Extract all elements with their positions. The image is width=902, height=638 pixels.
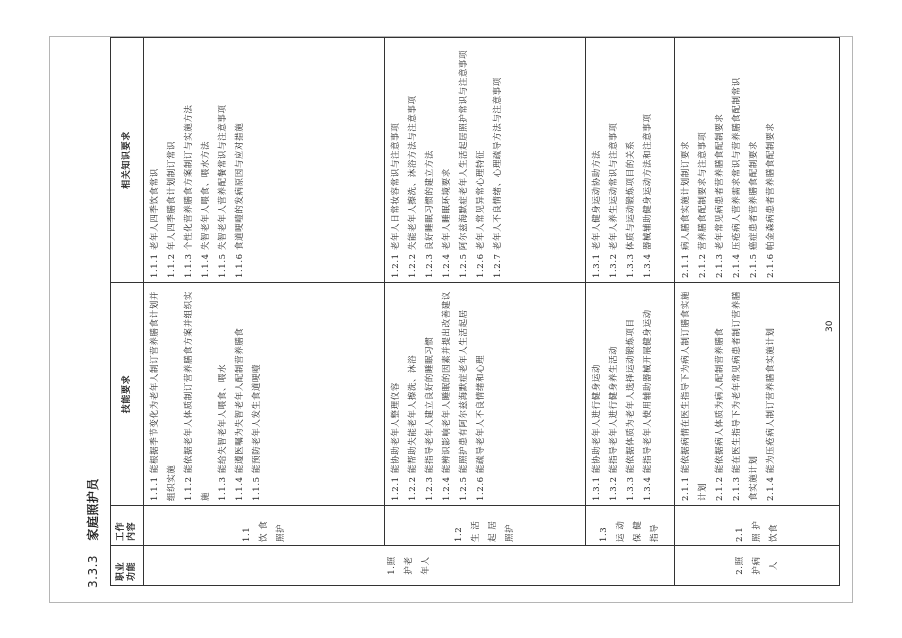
- rotated-page: [50, 37, 852, 602]
- table-row: [675, 38, 840, 586]
- skills-table: [110, 37, 840, 586]
- skill-item: 1.1.5 能预防老年人发生食道哽噎: [252, 363, 262, 501]
- skill-item: 1.2.2 能帮助失能老年人擦洗、沐浴: [408, 354, 418, 501]
- table-row: [385, 38, 586, 586]
- section-heading: [84, 478, 101, 588]
- knowledge-item: 1.1.2 年人四季膳食计划制订常识: [167, 140, 177, 278]
- skills-cell: [385, 283, 586, 506]
- function-cell: 1.照 护老 年人: [144, 546, 675, 586]
- knowledge-item: 1.1.1 老年人四季饮食常识: [150, 168, 160, 278]
- skill-item: 1.2.5 能照护患有阿尔兹海默症老年人生活起居: [459, 309, 469, 501]
- skill-item: 1.3.1 能协助老年人进行健身运动: [592, 363, 602, 501]
- skills-cell: [144, 283, 385, 506]
- knowledge-cell: [144, 38, 385, 283]
- knowledge-item: 1.2.2 失能老年人擦洗、沐浴方法与注意事项: [408, 95, 418, 278]
- knowledge-item: 1.1.3 个性化营养膳食方案制订与实施方法: [184, 104, 194, 278]
- skill-item: 2.1.3 能在医生指导下为老年常见病患者制订营养膳食实施计划: [732, 291, 759, 501]
- header-function: 职业 功能: [111, 546, 144, 586]
- header-knowledge: 相关知识要求: [111, 38, 144, 283]
- knowledge-item: 1.1.6 食道哽噎的发病原因与应对措施: [235, 122, 245, 278]
- knowledge-item: 1.3.2 老年人养生运动常识与注意事项: [609, 122, 619, 278]
- knowledge-item: 1.3.1 老年人健身运动协助方法: [592, 149, 602, 278]
- knowledge-item: 2.1.6 帕金森病患者营养膳食配制要求: [766, 122, 776, 278]
- knowledge-cell: [675, 38, 840, 283]
- skill-item: 2.1.4 能为压疮病人制订营养膳食实施计划: [766, 327, 776, 501]
- page-frame: [49, 36, 853, 603]
- knowledge-item: 2.1.2 营养膳食配制要求与注意事项: [698, 131, 708, 278]
- knowledge-cell: [586, 38, 675, 283]
- content-cell: 2.1 照 护 饮食: [675, 506, 840, 546]
- skill-item: 1.1.1 能根据季节变化为老年人制订营养膳食计划并组织实施: [150, 291, 177, 501]
- skill-item: 2.1.2 能依据病人体质为病人配制营养膳食: [715, 327, 725, 501]
- skill-item: 1.1.3 能给失智老年人喂食、喂水: [218, 363, 228, 501]
- skill-item: 1.2.4 能辨识影响老年人睡眠的因素并提出改善建议: [442, 291, 452, 501]
- table-header-row: [111, 38, 144, 586]
- skill-item: 1.1.2 能依据老年人体质制订营养膳食方案并组织实施: [184, 291, 211, 501]
- knowledge-item: 1.3.4 器械辅助健身运动方法和注意事项: [643, 113, 653, 278]
- section-number: 3.3.3: [86, 554, 100, 588]
- skill-item: 1.3.2 能指导老年人进行健身养生活动: [609, 345, 619, 501]
- skill-item: 2.1.1 能依据病情在医生指导下为病人制订膳食实施计划: [681, 291, 708, 501]
- header-skills: 技能要求: [111, 283, 144, 506]
- skill-item: 1.3.4 能指导老年人使用辅助器械开展健身运动: [643, 309, 653, 501]
- skill-item: 1.1.4 能遵医嘱为失智老年人配制营养膳食: [235, 327, 245, 501]
- knowledge-item: 1.2.1 老年人日常妆容常识与注意事项: [391, 122, 401, 278]
- content-cell: 1.2 生 活 起 居 照护: [385, 506, 586, 546]
- table-row: [144, 38, 385, 586]
- knowledge-item: 1.1.4 失智老年人喂食、喂水方法: [201, 140, 211, 278]
- skill-item: 1.3.3 能依据体质为老年人选择运动锻炼项目: [626, 318, 636, 501]
- skill-item: 1.2.3 能指导老年人建立良好的睡眠习惯: [425, 336, 435, 501]
- content-cell: 1.1 饮 食 照护: [144, 506, 385, 546]
- function-cell: 2.照 护病 人: [675, 546, 840, 586]
- content-cell: 1.3 运 动 保 健 指导: [586, 506, 675, 546]
- header-content: 工作 内容: [111, 506, 144, 546]
- skills-cell: [586, 283, 675, 506]
- knowledge-item: 2.1.4 压疮病人营养需求常识与营养膳食配制常识: [732, 77, 742, 278]
- knowledge-item: 2.1.5 癌症患者营养膳食配制要求: [749, 140, 759, 278]
- knowledge-item: 1.2.4 老年人睡眠环境要求: [442, 168, 452, 278]
- knowledge-item: 1.2.3 良好睡眠习惯的建立方法: [425, 149, 435, 278]
- knowledge-item: 2.1.3 老年常见病患者营养膳食配制要求: [715, 113, 725, 278]
- skill-item: 1.2.6 能疏导老年人不良情绪和心理: [476, 354, 486, 501]
- knowledge-item: 1.1.5 失智老年人营养配餐常识与注意事项: [218, 104, 228, 278]
- table-row: [586, 38, 675, 586]
- skill-item: 1.2.1 能协助老年人整理仪容: [391, 382, 401, 501]
- knowledge-item: 1.2.7 老年人不良情绪、心理疏导方法与注意事项: [493, 77, 503, 278]
- knowledge-item: 1.2.5 阿尔兹海默症老年人生活起居照护常识与注意事项: [459, 49, 469, 278]
- knowledge-item: 2.1.1 病人膳食实施计划制订要求: [681, 140, 691, 278]
- section-title: 家庭照护员: [86, 478, 100, 541]
- skills-cell: [675, 283, 840, 506]
- knowledge-cell: [385, 38, 586, 283]
- knowledge-item: 1.2.6 老年人常见异常心理特征: [476, 149, 486, 278]
- page-number: 30: [825, 320, 835, 332]
- knowledge-item: 1.3.3 体质与运动锻炼项目的关系: [626, 140, 636, 278]
